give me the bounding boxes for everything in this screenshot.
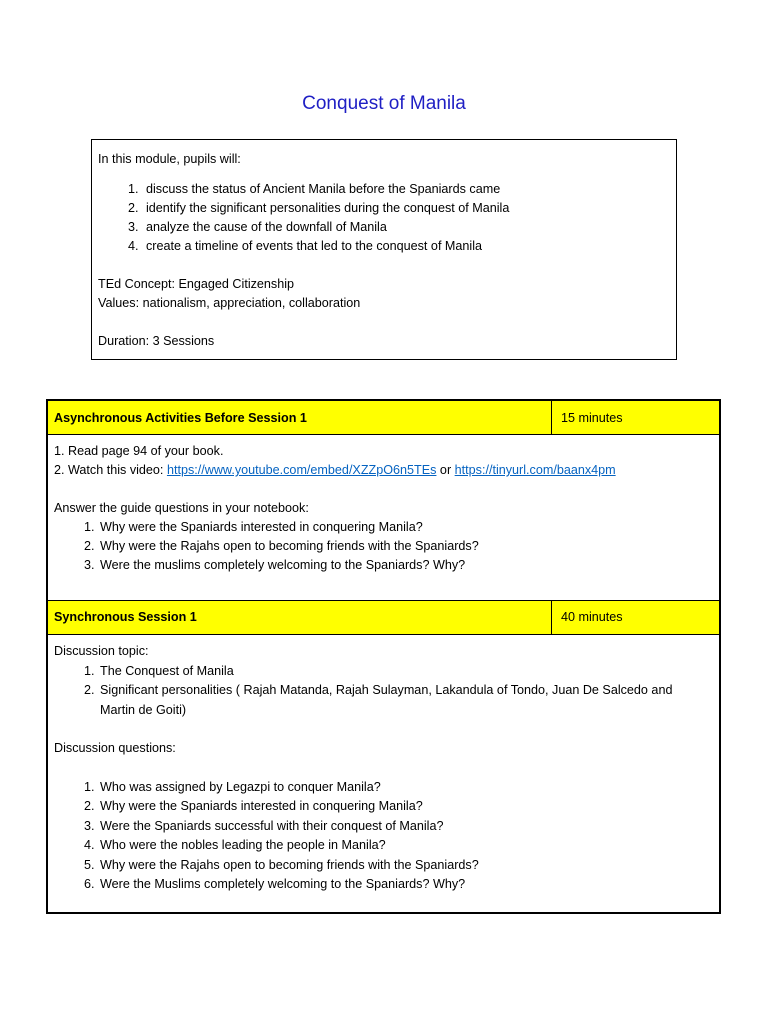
page-title: Conquest of Manila (302, 93, 466, 114)
guide-questions-list (54, 518, 714, 575)
discussion-question: 2. Why were the Spaniards interested in conquering Manila? (98, 797, 714, 817)
sync-header-row (48, 600, 719, 635)
values-line: Values: nationalism, appreciation, collaboration (98, 296, 361, 310)
async-step-2: 2. Watch this video: https://www.youtube.com/embed/XZZpO6n5TEs or https://tinyurl.com/baanx4pm (54, 463, 616, 477)
async-activities (54, 442, 714, 575)
objectives-list (98, 180, 676, 256)
sync-duration: 40 minutes (561, 610, 623, 624)
topic-item: 2. Significant personalities ( Rajah Matanda, Rajah Sulayman, Lakandula of Tondo, Juan De Salcedo and Martin de Goiti) (98, 681, 714, 720)
module-overview-box (91, 139, 677, 360)
sync-activities (54, 642, 714, 895)
questions-lead: Discussion questions: (54, 741, 176, 755)
discussion-question: 5. Why were the Rajahs open to becoming friends with the Spaniards? (98, 856, 714, 876)
guide-question: 2. Why were the Rajahs open to becoming friends with the Spaniards? (98, 537, 714, 556)
intro-lead: In this module, pupils will: (98, 152, 241, 166)
async-header-row (48, 401, 719, 435)
topic-lead: Discussion topic: (54, 644, 149, 658)
async-header-label: Asynchronous Activities Before Session 1 (54, 411, 307, 425)
objective-item: 3. analyze the cause of the downfall of Manila (142, 218, 676, 237)
youtube-link[interactable]: https://www.youtube.com/embed/XZZpO6n5TEs (166, 463, 437, 477)
discussion-question: 4. Who were the nobles leading the people in Manila? (98, 836, 714, 856)
objective-item: 2. identify the significant personalities during the conquest of Manila (142, 199, 676, 218)
discussion-question: 6. Were the Muslims completely welcoming to the Spaniards? Why? (98, 875, 714, 895)
guide-lead: Answer the guide questions in your notebook: (54, 501, 309, 515)
ted-concept: TEd Concept: Engaged Citizenship (98, 277, 295, 291)
topics-list (54, 662, 714, 721)
guide-question: 1. Why were the Spaniards interested in conquering Manila? (98, 518, 714, 537)
objective-item: 1. discuss the status of Ancient Manila before the Spaniards came (142, 180, 676, 199)
duration-line: Duration: 3 Sessions (98, 334, 215, 348)
guide-question: 3. Were the muslims completely welcoming to the Spaniards? Why? (98, 556, 714, 575)
sync-header-label: Synchronous Session 1 (54, 610, 197, 624)
discussion-question: 3. Were the Spaniards successful with their conquest of Manila? (98, 817, 714, 837)
tinyurl-link[interactable]: https://tinyurl.com/baanx4pm (454, 463, 616, 477)
async-duration: 15 minutes (561, 411, 623, 425)
topic-item: 1. The Conquest of Manila (98, 662, 714, 682)
discussion-questions-list (54, 778, 714, 895)
session-table (46, 399, 721, 914)
async-step-1: 1. Read page 94 of your book. (54, 444, 224, 458)
discussion-question: 1. Who was assigned by Legazpi to conquer Manila? (98, 778, 714, 798)
objective-item: 4. create a timeline of events that led to the conquest of Manila (142, 237, 676, 256)
